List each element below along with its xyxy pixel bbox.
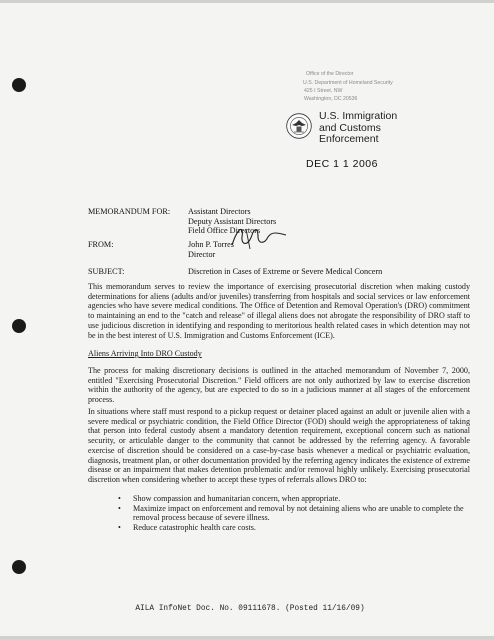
punch-hole-middle — [12, 319, 26, 333]
letterhead-address — [300, 70, 480, 103]
address-line: 425 I Street, NW — [304, 88, 343, 94]
list-item: • Reduce catastrophic health care costs. — [118, 523, 472, 533]
scan-edge-top — [0, 0, 494, 3]
process-paragraph: The process for making discretionary decisions is outlined in the attached memorandum of November 7, 2000, entitled "Exercising Prosecutorial Discretion." Field officers are not only authorized by law to exercise discretion within the authority of the agency, but are expected to do so in a judicious manner at all stages of the enforcement process. — [88, 366, 470, 405]
subject-label: SUBJECT: — [88, 267, 125, 276]
to-label: MEMORANDUM FOR: — [88, 207, 171, 216]
list-item: • Show compassion and humanitarian concern, when appropriate. — [118, 494, 472, 504]
from-sender: John P. Torres Director — [188, 240, 234, 259]
subject-line: Discretion in Cases of Extreme or Severe Medical Concern — [188, 267, 383, 276]
address-line: Washington, DC 20536 — [304, 96, 358, 102]
agency-name: U.S. Immigration and Customs Enforcement — [319, 110, 398, 145]
punch-hole-top — [12, 78, 26, 92]
address-line: U.S. Department of Homeland Security — [303, 80, 393, 86]
benefits-list — [118, 494, 472, 533]
list-item: • Maximize impact on enforcement and removal by not detaining aliens who are unable to complete the removal process because of severe illness. — [118, 504, 472, 523]
dhs-seal-icon — [286, 113, 312, 139]
document-footer: AILA InfoNet Doc. No. 09111678. (Posted 11/16/09) — [135, 605, 365, 613]
intro-paragraph: This memorandum serves to review the importance of exercising prosecutorial discretion when making custody determinations for aliens (adults and/or juveniles) transferring from hospitals and social services or law enforcement agencies who have severe medical conditions. The Office of Detention and Removal Operation's (DRO) commitment to maintaining an end to the "catch and release" of illegal aliens does not abrogate the responsibility of DRO staff to use judicious discretion in identifying and responding to meritorious health related cases in which detention may not be in the best interest of U.S. Immigration and Customs Enforcement (ICE). — [88, 282, 470, 340]
to-recipients: Assistant Directors Deputy Assistant Directors Field Office Directors — [188, 207, 277, 236]
memo-date-stamp: DEC 1 1 2006 — [306, 158, 378, 170]
signature-icon — [228, 223, 290, 251]
situations-paragraph: In situations where staff must respond to a pickup request or detainer placed against an adult or juvenile alien with a severe medical or psychiatric condition, the Field Office Director (FOD) should weigh the appropriateness of taking that person into federal custody absent a mandatory detention requirement, exceptional concern such as national security, or articulable danger to the community that cannot be addressed by the referring agency. A favorable exercise of discretion should be considered on a case-by-case basis whenever a medical or psychiatric evaluation, diagnosis, treatment plan, or other documentation provided by the referring agency indicates the existence of extreme disease or an impairment that makes detention problematic and/or removal highly unlikely. Exercising prosecutorial discretion when considering whether to accept these types of referrals allows DRO to: — [88, 407, 470, 484]
section-heading: Aliens Arriving Into DRO Custody — [88, 349, 202, 358]
address-line: Office of the Director — [306, 71, 354, 77]
from-label: FROM: — [88, 240, 114, 249]
punch-hole-bottom — [12, 560, 26, 574]
